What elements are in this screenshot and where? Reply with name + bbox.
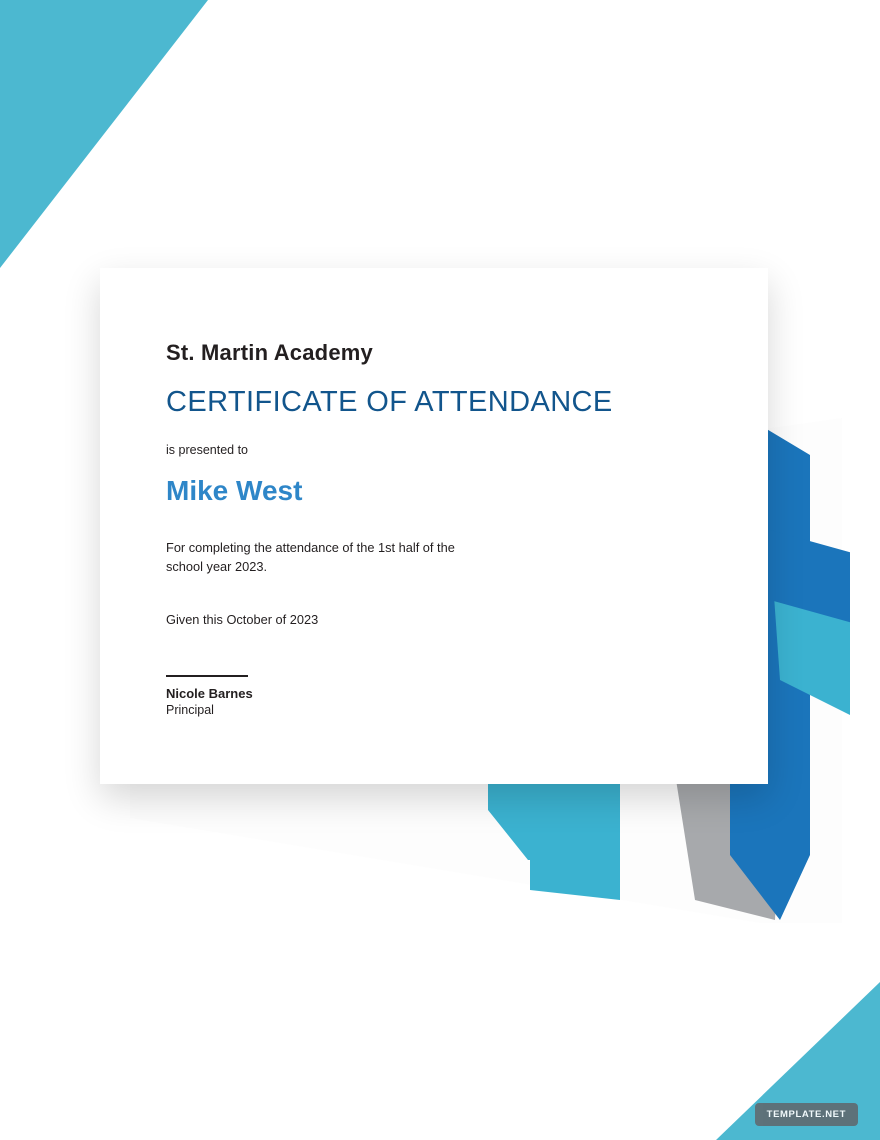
certificate-card <box>100 268 768 784</box>
watermark-badge: TEMPLATE.NET <box>755 1103 858 1126</box>
academy-name: St. Martin Academy <box>166 340 373 365</box>
certificate-content <box>166 340 636 717</box>
certificate-body-text: For completing the attendance of the 1st half of the school year 2023. <box>166 540 455 574</box>
recipient-name: Mike West <box>166 475 303 506</box>
signature-line <box>166 675 248 677</box>
certificate-date: Given this October of 2023 <box>166 612 319 628</box>
signatory-name: Nicole Barnes <box>166 685 253 701</box>
presented-to-label: is presented to <box>166 443 248 457</box>
certificate-title: CERTIFICATE OF ATTENDANCE <box>166 386 613 418</box>
signatory-role: Principal <box>166 702 214 717</box>
